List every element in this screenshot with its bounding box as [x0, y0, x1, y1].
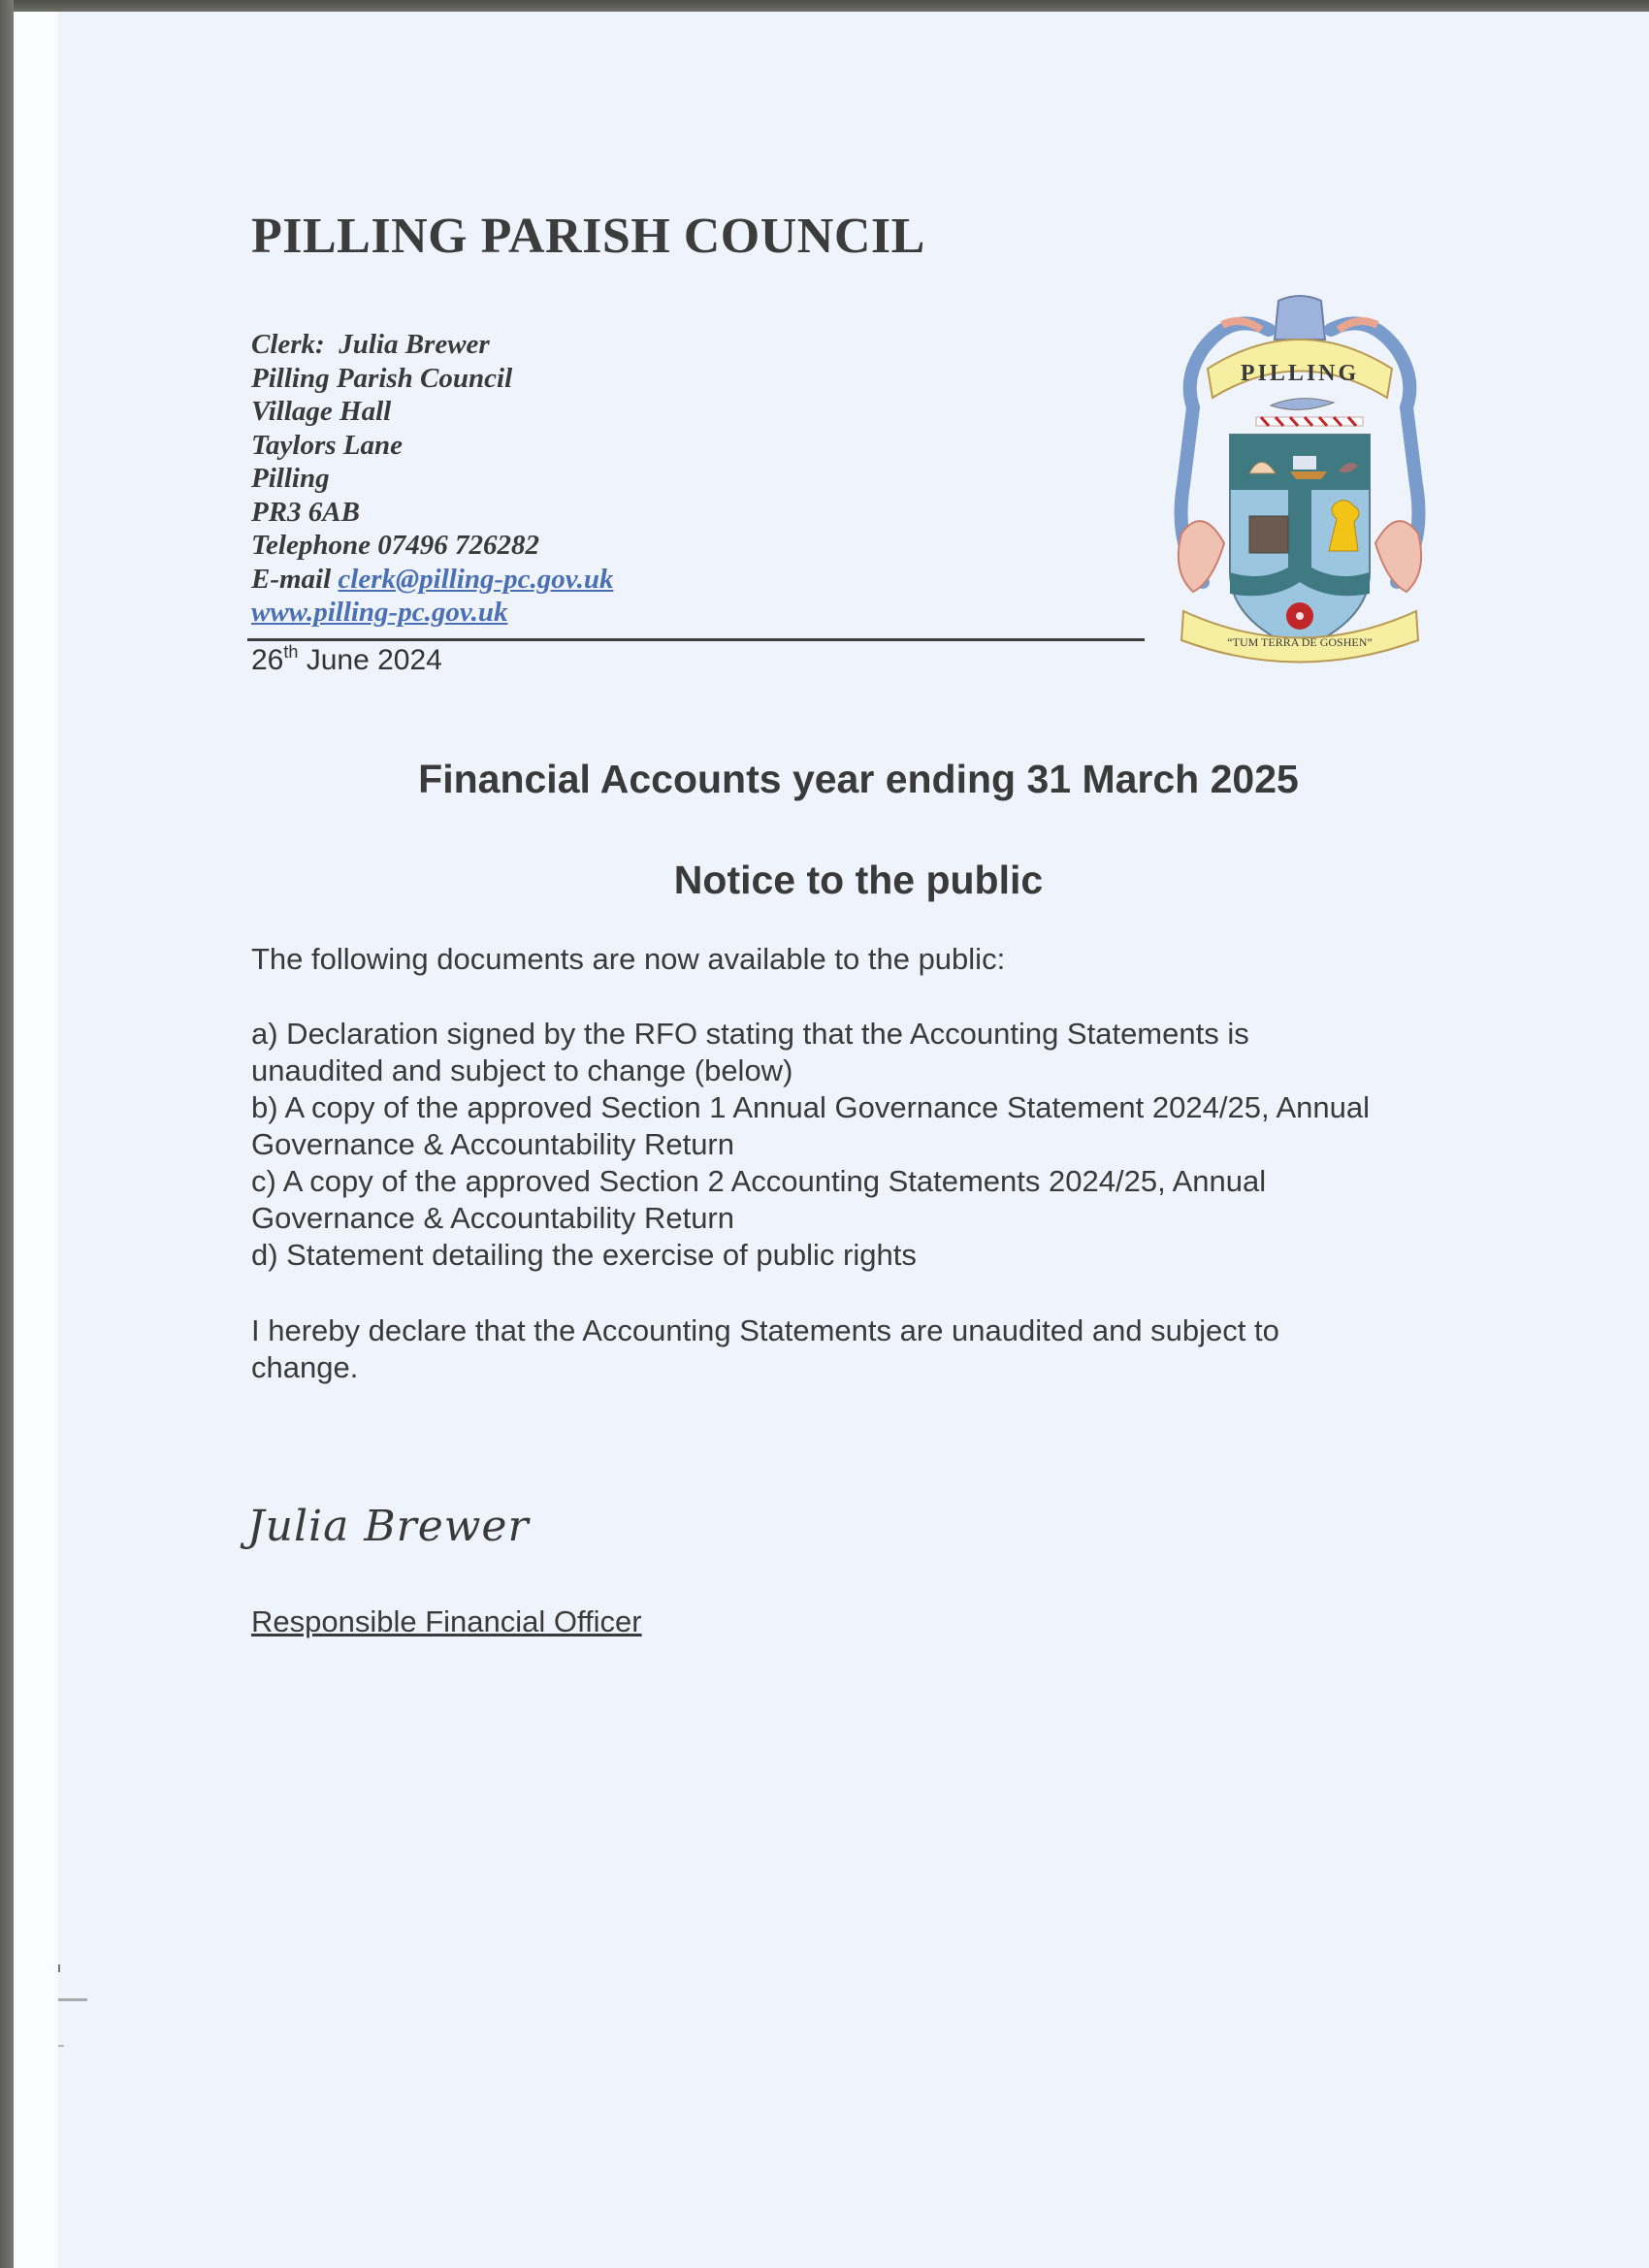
scanner-border-top: [0, 0, 1649, 12]
email-line: [251, 563, 613, 597]
crest-name-text: PILLING: [1240, 361, 1360, 386]
address-line: Taylors Lane: [251, 429, 404, 461]
council-name-heading: PILLING PARISH COUNCIL: [251, 209, 925, 264]
clerk-line: Clerk: Julia Brewer: [251, 329, 490, 360]
documents-list: [251, 1016, 1512, 1274]
crest-motto-text: “TUM TERRA DE GOSHEN”: [1227, 635, 1373, 649]
letter-date: [251, 642, 442, 677]
list-item: b) A copy of the approved Section 1 Annual Governance Statement 2024/25, Annual Governance & Accountability Return: [251, 1090, 1370, 1161]
notice-subtitle: Notice to the public: [673, 858, 1044, 902]
boat-sail-icon: [1293, 456, 1316, 470]
declaration-paragraph: I hereby declare that the Accounting Statements are unaudited and subject to change.: [251, 1313, 1279, 1384]
date-month-year: June 2024: [298, 644, 442, 676]
email-label: E-mail: [251, 563, 339, 595]
page-margin-strip: [14, 12, 58, 2268]
list-item: a) Declaration signed by the RFO stating that the Accounting Statements is unaudited and subject to change (below): [251, 1017, 1249, 1087]
date-day: 26: [251, 644, 284, 676]
supporter-right: [1375, 521, 1421, 592]
supporter-left: [1179, 521, 1224, 592]
notice-title: Financial Accounts year ending 31 March 2025: [418, 757, 1299, 801]
intro-paragraph: The following documents are now available to the public:: [251, 942, 1006, 976]
email-link[interactable]: clerk@pilling-pc.gov.uk: [338, 563, 614, 595]
signatory-role: Responsible Financial Officer: [251, 1604, 642, 1638]
address-line: Pilling Parish Council: [251, 362, 513, 394]
helmet-icon: [1275, 296, 1325, 340]
scanner-border-left: [0, 0, 14, 2268]
website-line: [251, 596, 613, 630]
address-line: Village Hall: [251, 396, 392, 427]
scan-artifact: [58, 1964, 60, 1972]
brick-panel-icon: [1249, 516, 1288, 553]
list-item: c) A copy of the approved Section 2 Accounting Statements 2024/25, Annual Governance & Accountability Return: [251, 1164, 1267, 1235]
signature: Julia Brewer: [247, 1502, 530, 1551]
date-suffix: th: [283, 642, 299, 662]
letterhead-divider: [247, 638, 1145, 641]
website-link[interactable]: www.pilling-pc.gov.uk: [251, 597, 508, 628]
address-block: [251, 328, 613, 630]
scan-artifact: [58, 1998, 87, 2001]
postcode-line: PR3 6AB: [251, 496, 360, 528]
fish-icon: [1271, 399, 1334, 410]
boat-icon: [1290, 471, 1327, 479]
telephone-line: Telephone 07496 726282: [251, 530, 539, 561]
council-crest-icon: [1164, 291, 1436, 664]
scan-artifact: [58, 2045, 64, 2047]
list-item: d) Statement detailing the exercise of public rights: [251, 1238, 917, 1272]
address-line: Pilling: [251, 463, 330, 494]
